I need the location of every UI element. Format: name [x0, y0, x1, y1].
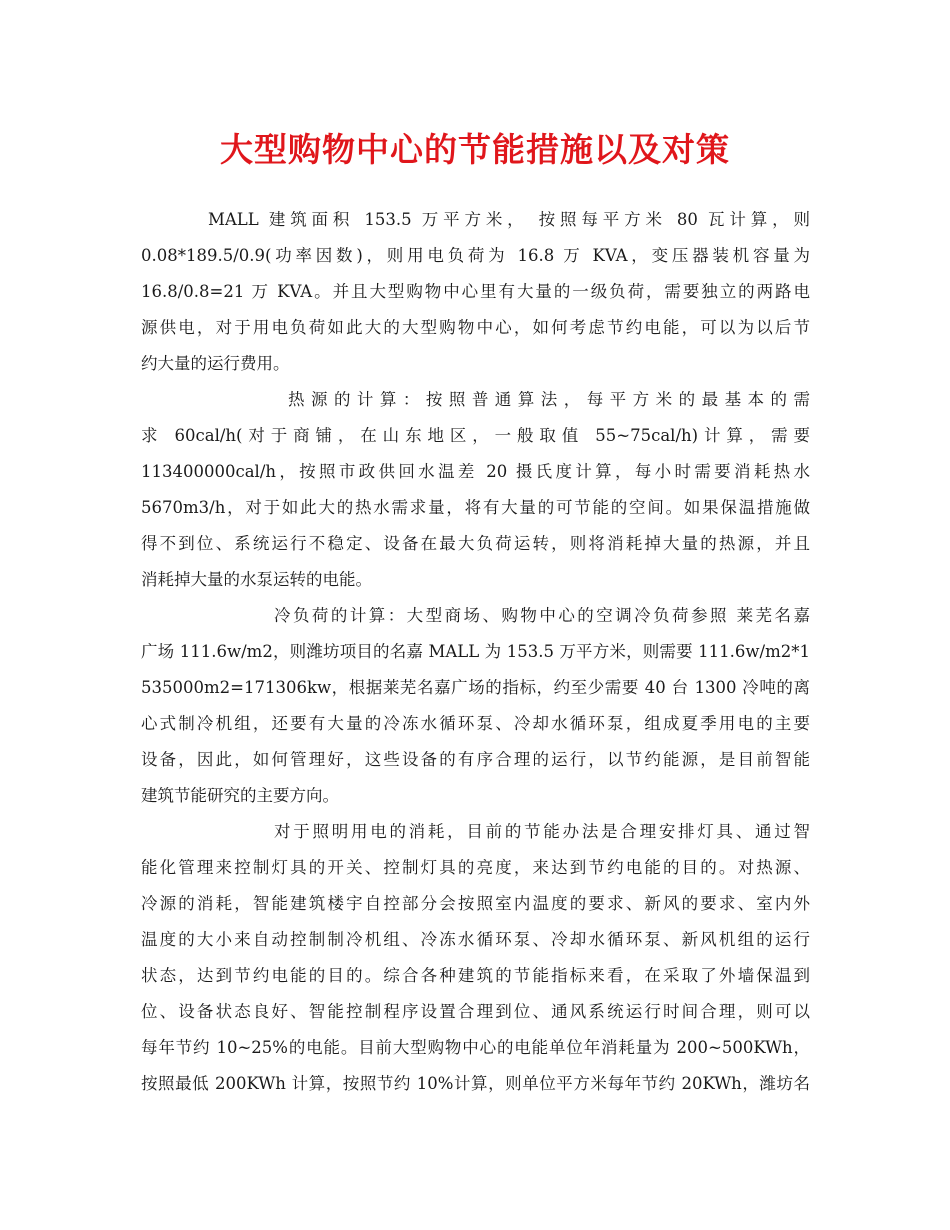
text-line: 冷源的消耗，智能建筑楼宇自控部分会按照室内温度的要求、新风的要求、室内外 [141, 894, 810, 913]
text-line: 源供电，对于用电负荷如此大的大型购物中心，如何考虑节约电能，可以为以后节 [141, 318, 810, 337]
text-line: 16.8/0.8=21 万 KVA。并且大型购物中心里有大量的一级负荷，需要独立的两路电 [141, 282, 810, 301]
text-line: 求 60cal/h(对于商铺，在山东地区，一般取值 55~75cal/h)计算，需要 [141, 426, 810, 445]
text-line: 消耗掉大量的水泵运转的电能。 [141, 570, 372, 589]
text-line: 心式制冷机组，还要有大量的冷冻水循环泵、冷却水循环泵，组成夏季用电的主要 [141, 714, 810, 733]
text-line: 位、设备状态良好、智能控制程序设置合理到位、通风系统运行时间合理，则可以 [141, 1002, 810, 1021]
text-line: 广场 111.6w/m2，则潍坊项目的名嘉 MALL 为 153.5 万平方米，则需要 111.6w/m2*1 [141, 642, 810, 661]
text-line: 建筑节能研究的主要方向。 [141, 786, 339, 805]
text-line: 按照最低 200KWh 计算，按照节约 10%计算，则单位平方米每年节约 20KWh，潍坊名 [141, 1074, 810, 1093]
text-line: 冷负荷的计算：大型商场、购物中心的空调冷负荷参照 莱芜名嘉 [274, 606, 810, 625]
text-line: 温度的大小来自动控制制冷机组、冷冻水循环泵、冷却水循环泵、新风机组的运行 [141, 930, 810, 949]
text-line: 设备，因此，如何管理好，这些设备的有序合理的运行，以节约能源，是目前智能 [141, 750, 810, 769]
text-line: 113400000cal/h，按照市政供回水温差 20 摄氏度计算，每小时需要消耗热水 [141, 462, 810, 481]
text-line: 热源的计算：按照普通算法，每平方米的最基本的需 [288, 390, 810, 409]
text-line: 能化管理来控制灯具的开关、控制灯具的亮度，来达到节约电能的目的。对热源、 [141, 858, 810, 877]
text-line: 5670m3/h，对于如此大的热水需求量，将有大量的可节能的空间。如果保温措施做 [141, 498, 810, 517]
text-line: 约大量的运行费用。 [141, 354, 290, 373]
document-title: 大型购物中心的节能措施以及对策 [220, 130, 730, 169]
text-line: 0.08*189.5/0.9(功率因数)，则用电负荷为 16.8 万 KVA，变压器装机容量为 [141, 246, 810, 265]
text-line: 状态，达到节约电能的目的。综合各种建筑的节能指标来看，在采取了外墙保温到 [141, 966, 810, 985]
text-line: MALL 建筑面积 153.5 万平方米， 按照每平方米 80 瓦计算，则 [208, 210, 810, 229]
text-line: 得不到位、系统运行不稳定、设备在最大负荷运转，则将消耗掉大量的热源，并且 [141, 534, 810, 553]
text-line: 每年节约 10~25%的电能。目前大型购物中心的电能单位年消耗量为 200~500KWh， [141, 1038, 810, 1057]
text-line: 对于照明用电的消耗，目前的节能办法是合理安排灯具、通过智 [274, 822, 810, 841]
text-line: 535000m2=171306kw，根据莱芜名嘉广场的指标，约至少需要 40 台 1300 冷吨的离 [141, 678, 810, 697]
